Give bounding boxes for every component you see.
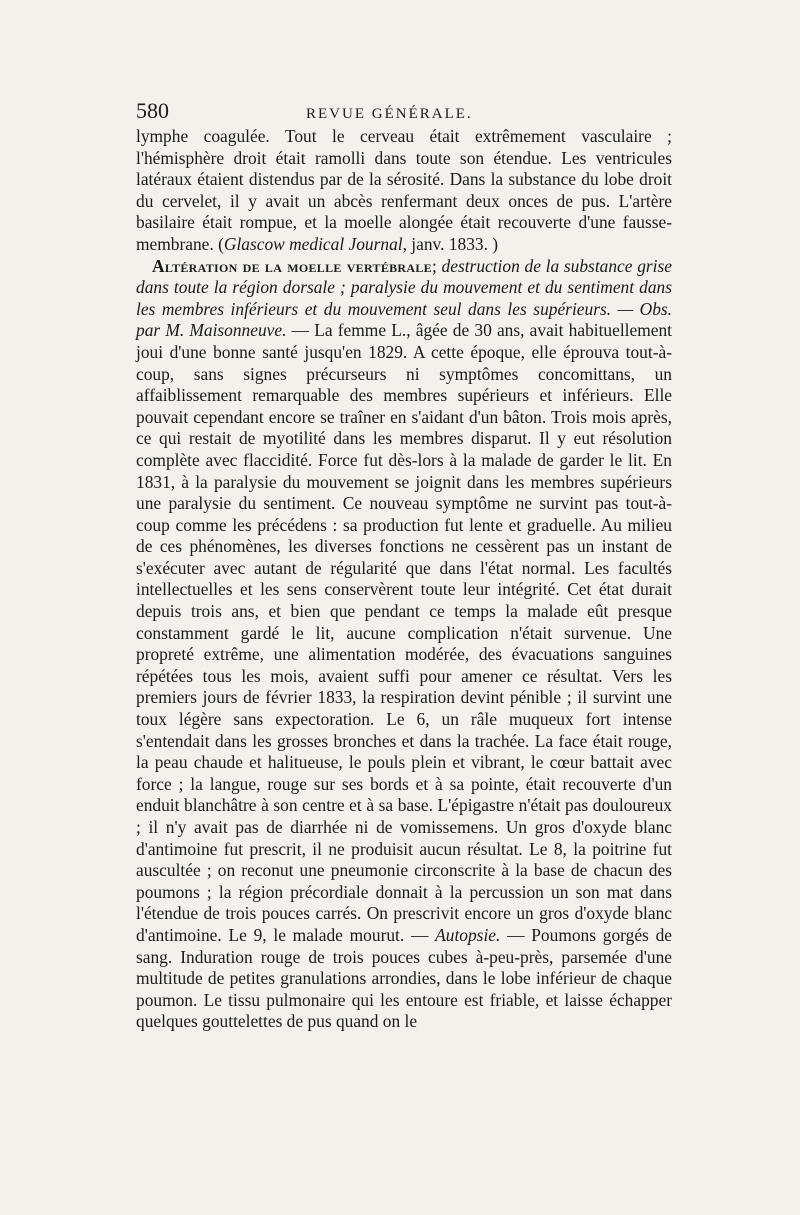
observation-label: — Obs. par <box>136 298 672 341</box>
page-header <box>136 98 672 126</box>
section-heading: Altération de la moelle vertébrale <box>152 255 432 276</box>
author-name: M. Maisonneuve. <box>165 320 287 341</box>
section-subtitle: destruction de la substance grise dans toute la région dorsale ; paralysie du mouvement et du sentiment dans les membres inférieurs et du mouvement seul dans les supérieurs. <box>136 255 672 319</box>
running-title: REVUE GÉNÉRALE. <box>306 106 473 122</box>
paragraph-observation <box>136 256 672 1033</box>
citation-date: , janv. 1833. ) <box>402 233 499 254</box>
heading-separator: ; <box>431 255 442 276</box>
autopsy-text: — Poumons gorgés de sang. Induration rouge de trois pouces cubes à-peu-près, parsemée d'une multitude de petites granulations arrondies, dans le lobe inférieur de chaque poumon. Le tissu pulmonaire qui les entoure est friable, et laisse échapper quelques gouttelettes de pus quand on le <box>136 924 672 1032</box>
paragraph-text: lymphe coagulée. Tout le cerveau était extrêmement vasculaire ; l'hémisphère droit était ramolli dans toute son étendue. Les ventricules latéraux étaient distendus par de la sérosité. Dans la substance du lobe droit du cervelet, il y avait un abcès renfermant deux onces de pus. L'artère basilaire était rompue, et la moelle alongée était recouverte d'une fausse-membrane. ( <box>136 126 672 254</box>
page-number: 580 <box>136 98 169 123</box>
journal-citation: Glascow medical Journal <box>223 233 403 254</box>
observation-text: — La femme L., âgée de 30 ans, avait habituellement joui d'une bonne santé jusqu'en 1829. A cette époque, elle éprouva tout-à-coup, sans signes précurseurs ni symptômes concomittans, un affaiblissement remarquable des membres supérieurs et inférieurs. Elle pouvait cependant encore se traîner en s'aidant d'un bâton. Trois mois après, ce qui restait de myotilité dans les membres disparut. Il y eut résolution complète avec flaccidité. Force fut dès-lors à la malade de garder le lit. En 1831, à la paralysie du mouvement se joignit dans les membres supérieurs une paralysie du sentiment. Ce nouveau symptôme ne survint pas tout-à-coup comme les précédens : sa production fut lente et graduelle. Au milieu de ces phénomènes, les diverses fonctions ne cessèrent pas un instant de s'exécuter avec autant de régularité que dans l'état normal. Les facultés intellectuelles et les sens conservèrent toute leur intégrité. Cet état durait depuis trois ans, et bien que pendant ce temps la malade eût presque constamment gardé le lit, aucune complication n'était survenue. Une propreté extrême, une alimentation modérée, des évacuations sanguines répétées tous les mois, avaient suffi pour amener ce résultat. Vers les premiers jours de février 1833, la respiration devint pénible ; il survint une toux légère sans expectoration. Le 6, un râle muqueux fort intense s'entendait dans les grosses bronches et dans la trachée. La face était rouge, la peau chaude et halitueuse, le pouls plein et vibrant, le cœur battait avec force ; la langue, rouge sur ses bords et à sa pointe, était recouverte d'un enduit blanchâtre à son centre et à sa base. L'épigastre n'était pas douloureux ; il n'y avait pas de diarrhée ni de vomissemens. Un gros d'oxyde blanc d'antimoine fut prescrit, il ne produisit aucun résultat. Le 8, la poitrine fut auscultée ; on reconut une pneumonie circonscrite à la base de chacun des poumons ; la région précordiale donnait à la percussion un son mat dans l'étendue de trois pouces carrés. On prescrivit encore un gros d'oxyde blanc d'antimoine. Le 9, le malade mourut. — <box>136 320 672 945</box>
autopsy-label: Autopsie. <box>435 924 501 945</box>
paragraph-continuation <box>136 126 672 256</box>
